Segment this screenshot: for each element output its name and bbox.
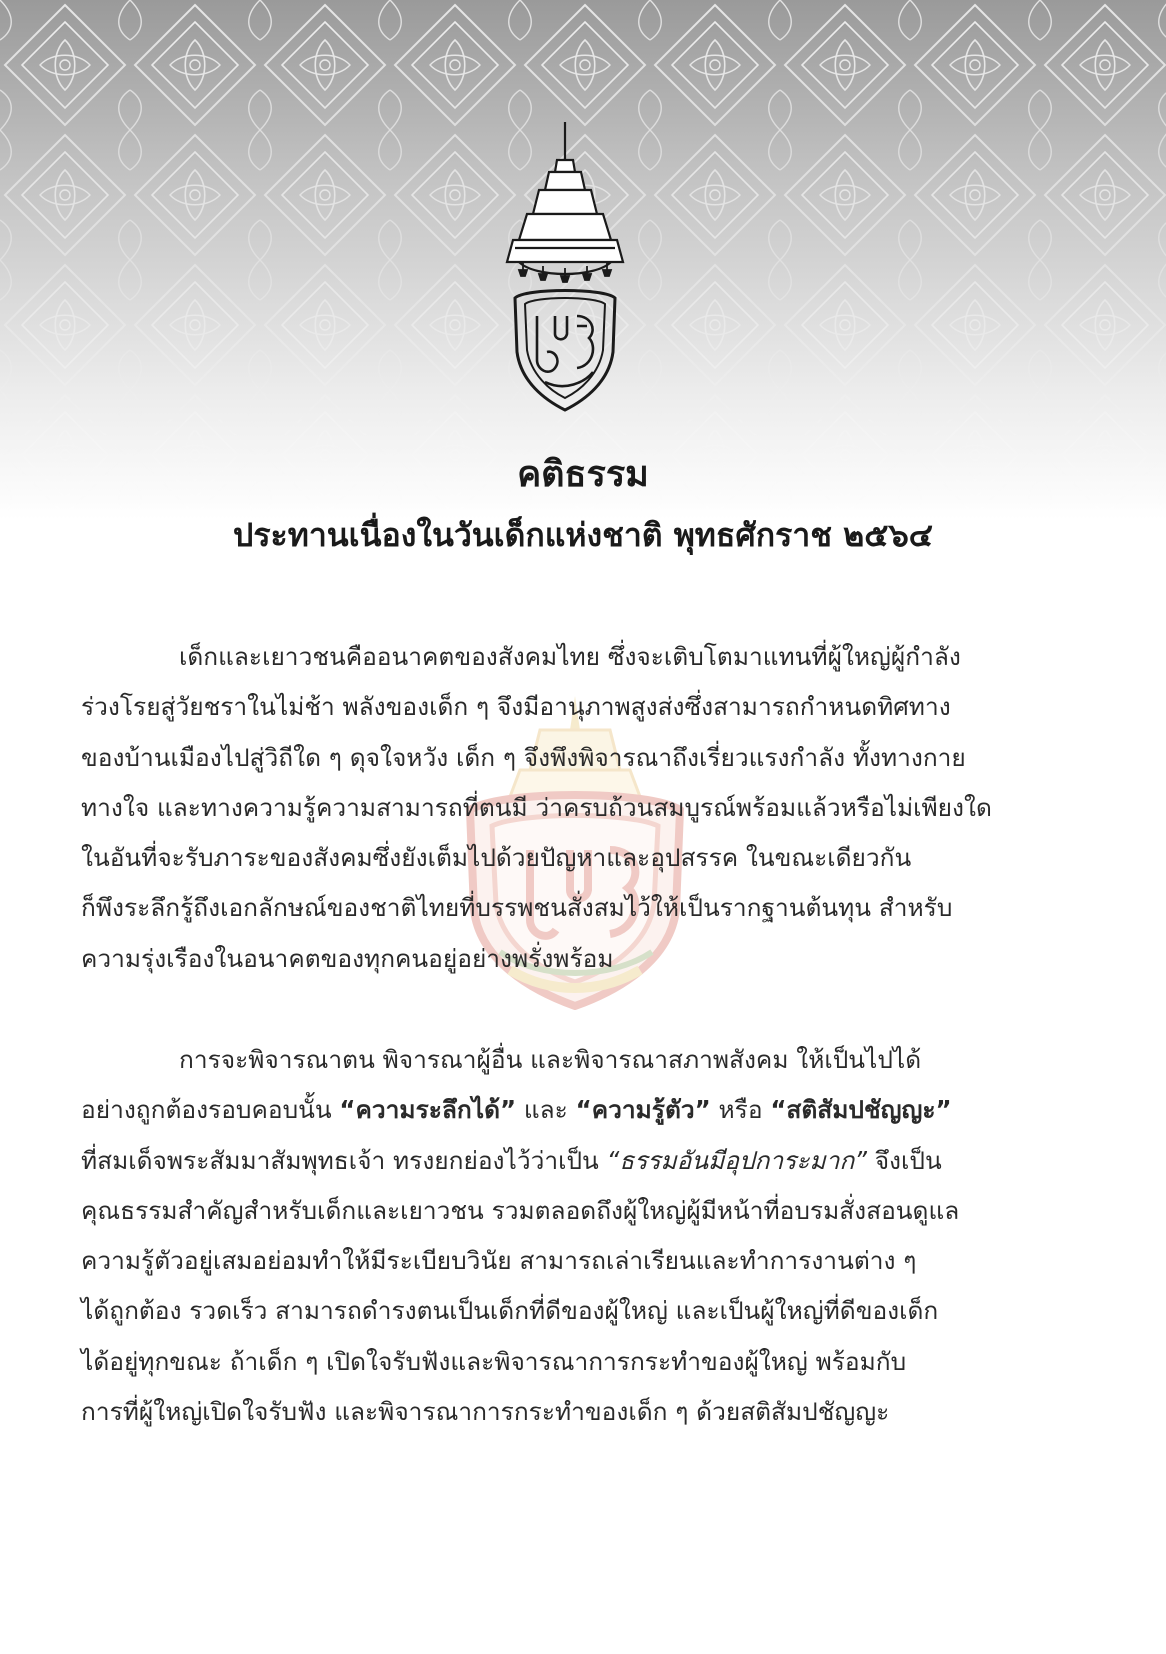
text-run: และ (516, 1095, 576, 1125)
paragraph-line: ความรุ่งเรืองในอนาคตของทุกคนอยู่อย่างพรั่งพร้อม (81, 943, 614, 973)
document-subtitle: ประทานเนื่องในวันเด็กแห่งชาติ พุทธศักราช ๒๕๖๔ (233, 516, 933, 554)
emphasis-term: “ความระลึกได้” (339, 1095, 517, 1125)
paragraph-2 (81, 1035, 1049, 1437)
paragraph-line: ทางใจ และทางความรู้ความสามารถที่ตนมี ว่าครบถ้วนสมบูรณ์พร้อมแล้วหรือไม่เพียงใด (81, 792, 992, 822)
emphasis-term: “สติสัมปชัญญะ” (770, 1095, 952, 1125)
text-run: หรือ (710, 1095, 771, 1125)
text-run: จึงเป็น (866, 1145, 942, 1175)
paragraph-line: คุณธรรมสำคัญสำหรับเด็กและเยาวชน รวมตลอดถึงผู้ใหญ่ผู้มีหน้าที่อบรมสั่งสอนดูแล (81, 1195, 960, 1225)
italic-quote: “ธรรมอันมีอุปการะมาก” (606, 1145, 867, 1175)
paragraph-line: การที่ผู้ใหญ่เปิดใจรับฟัง และพิจารณาการกระทำของเด็ก ๆ ด้วยสติสัมปชัญญะ (81, 1397, 890, 1427)
paragraph-line: ร่วงโรยสู่วัยชราในไม่ช้า พลังของเด็ก ๆ จึงมีอานุภาพสูงส่งซึ่งสามารถกำหนดทิศทาง (81, 692, 951, 722)
royal-crown-emblem-icon (505, 120, 625, 420)
paragraph-line: ได้อยู่ทุกขณะ ถ้าเด็ก ๆ เปิดใจรับฟังและพิจารณาการกระทำของผู้ใหญ่ พร้อมกับ (81, 1346, 907, 1376)
paragraph-line: ได้ถูกต้อง รวดเร็ว สามารถดำรงตนเป็นเด็กที่ดีของผู้ใหญ่ และเป็นผู้ใหญ่ที่ดีของเด็ก (81, 1296, 939, 1326)
paragraph-line: ของบ้านเมืองไปสู่วิถีใด ๆ ดุจใจหวัง เด็ก ๆ จึงพึงพิจารณาถึงเรี่ยวแรงกำลัง ทั้งทางกาย (81, 742, 966, 772)
paragraph-line (81, 1085, 1049, 1135)
text-run: อย่างถูกต้องรอบคอบนั้น (81, 1095, 340, 1125)
paragraph-1 (81, 632, 1049, 984)
document-title: คติธรรม (517, 454, 649, 495)
emphasis-term: “ความรู้ตัว” (575, 1095, 711, 1125)
text-run: ที่สมเด็จพระสัมมาสัมพุทธเจ้า ทรงยกย่องไว้ว่าเป็น (81, 1145, 607, 1175)
paragraph-line: ความรู้ตัวอยู่เสมอย่อมทำให้มีระเบียบวินัย สามารถเล่าเรียนและทำการงานต่าง ๆ (81, 1246, 917, 1276)
paragraph-line: ในอันที่จะรับภาระของสังคมซึ่งยังเต็มไปด้วยปัญหาและอุปสรรค ในขณะเดียวกัน (81, 843, 912, 873)
paragraph-line (81, 1136, 1049, 1186)
paragraph-line: เด็กและเยาวชนคืออนาคตของสังคมไทย ซึ่งจะเติบโตมาแทนที่ผู้ใหญ่ผู้กำลัง (179, 642, 961, 671)
paragraph-line: การจะพิจารณาตน พิจารณาผู้อื่น และพิจารณาสภาพสังคม ให้เป็นไปได้ (179, 1045, 922, 1074)
paragraph-line: ก็พึงระลึกรู้ถึงเอกลักษณ์ของชาติไทยที่บรรพชนสั่งสมไว้ให้เป็นรากฐานต้นทุน สำหรับ (81, 893, 953, 923)
